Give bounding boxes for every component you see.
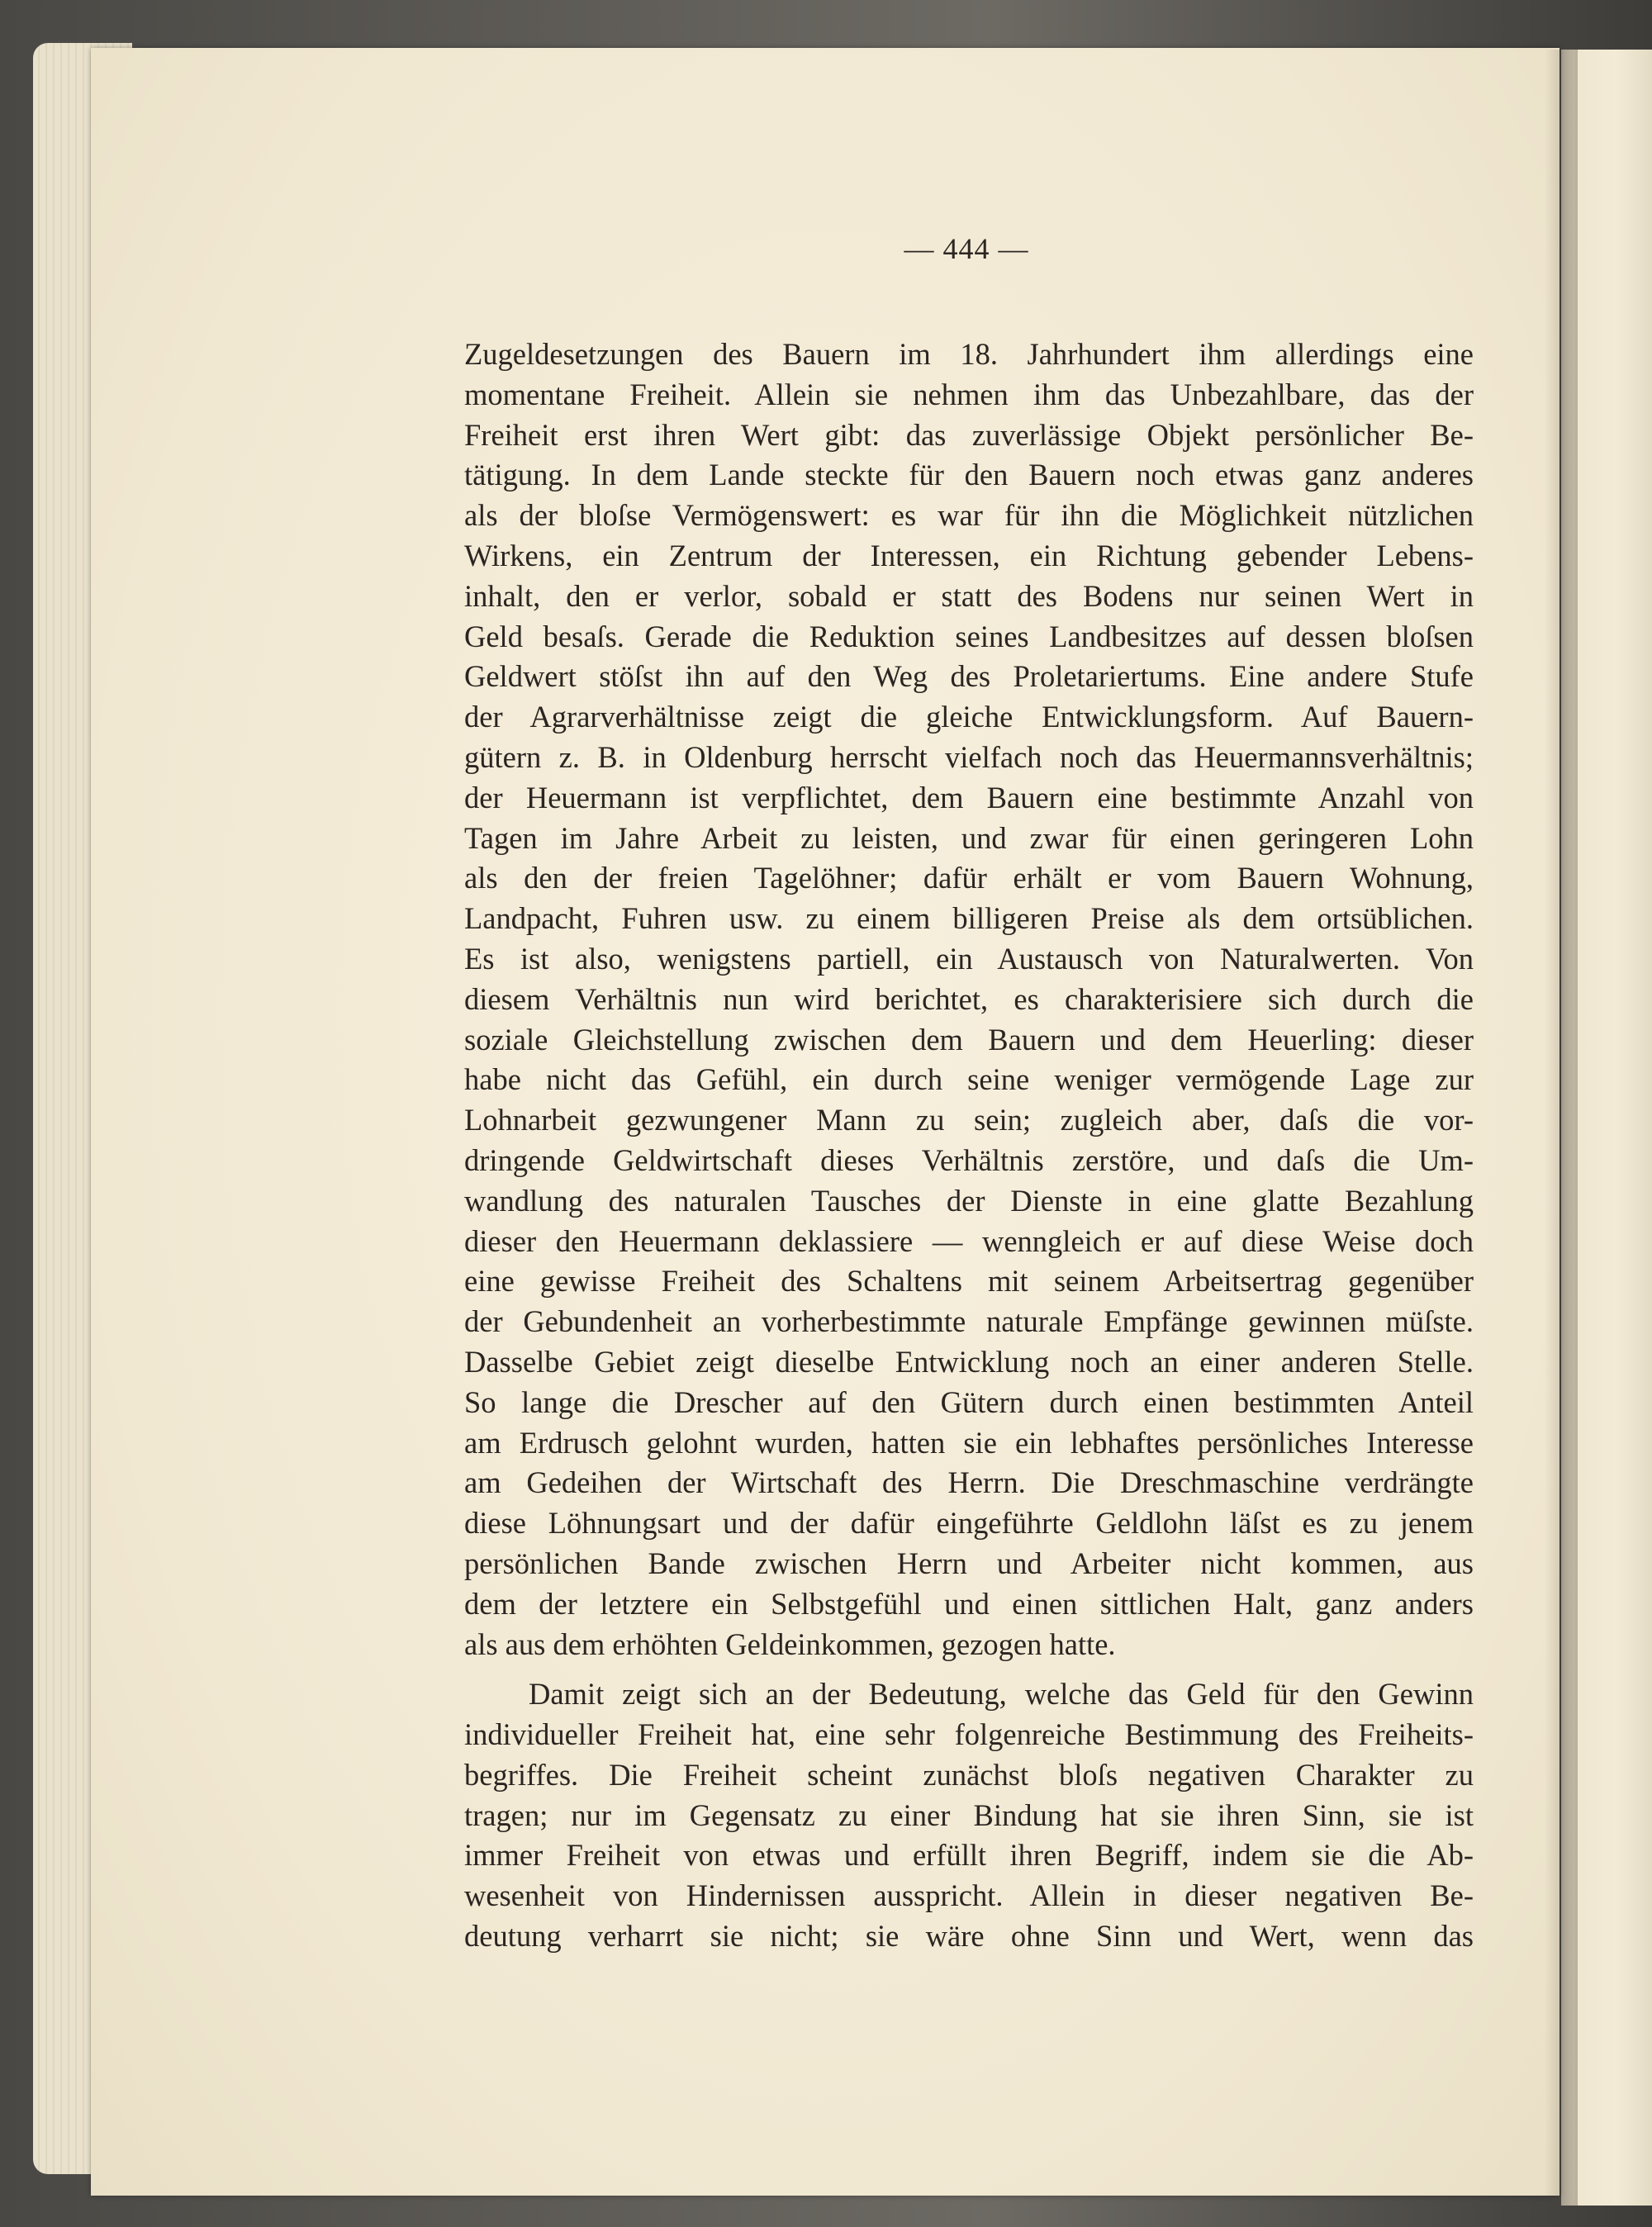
text-line: immer Freiheit von etwas und erfüllt ihren Begriff, indem sie die Ab- bbox=[464, 1838, 1474, 1873]
text-line: Dasselbe Gebiet zeigt dieselbe Entwicklung noch an einer anderen Stelle. bbox=[464, 1344, 1474, 1379]
text-line: eine gewisse Freiheit des Schaltens mit seinem Arbeitsertrag gegenüber bbox=[464, 1264, 1474, 1299]
text-line: Geldwert stöſst ihn auf den Weg des Proletariertums. Eine andere Stufe bbox=[464, 659, 1474, 694]
text-line: Damit zeigt sich an der Bedeutung, welche das Geld für den Gewinn bbox=[529, 1677, 1474, 1712]
text-line: diesem Verhältnis nun wird berichtet, es charakterisiere sich durch die bbox=[464, 981, 1474, 1016]
text-line: persönlichen Bande zwischen Herrn und Arbeiter nicht kommen, aus bbox=[464, 1546, 1474, 1580]
gutter-shadow bbox=[1545, 50, 1578, 2206]
text-line: als den der freien Tagelöhner; dafür erhält er vom Bauern Wohnung, bbox=[464, 861, 1474, 895]
text-line: wandlung des naturalen Tausches der Dienste in eine glatte Bezahlung bbox=[464, 1183, 1474, 1218]
paragraph bbox=[464, 335, 1474, 1664]
text-line: wesenheit von Hindernissen ausspricht. Allein in dieser negativen Be- bbox=[464, 1878, 1474, 1913]
text-line: dieser den Heuermann deklassiere — wenngleich er auf diese Weise doch bbox=[464, 1223, 1474, 1258]
text-line: tätigung. In dem Lande steckte für den Bauern noch etwas ganz anderes bbox=[464, 458, 1474, 492]
text-line: Es ist also, wenigstens partiell, ein Austausch von Naturalwerten. Von bbox=[464, 941, 1474, 976]
text-line: Wirkens, ein Zentrum der Interessen, ein Richtung gebender Lebens- bbox=[464, 538, 1474, 572]
text-line: momentane Freiheit. Allein sie nehmen ihm das Unbezahlbare, das der bbox=[464, 377, 1474, 411]
text-line: gütern z. B. in Oldenburg herrscht vielfach noch das Heuermannsverhältnis; bbox=[464, 739, 1474, 774]
text-line: So lange die Drescher auf den Gütern durch einen bestimmten Anteil bbox=[464, 1384, 1474, 1419]
text-line: am Erdrusch gelohnt wurden, hatten sie ein lebhaftes persönliches Interesse bbox=[464, 1425, 1474, 1460]
text-line: am Gedeihen der Wirtschaft des Herrn. Die Dreschmaschine verdrängte bbox=[464, 1465, 1474, 1500]
text-line: der Agrarverhältnisse zeigt die gleiche Entwicklungsform. Auf Bauern- bbox=[464, 700, 1474, 734]
text-line: Tagen im Jahre Arbeit zu leisten, und zwar für einen geringeren Lohn bbox=[464, 820, 1474, 855]
book-page bbox=[91, 48, 1559, 2196]
text-line: inhalt, den er verlor, sobald er statt des Bodens nur seinen Wert in bbox=[464, 578, 1474, 613]
text-line: dringende Geldwirtschaft dieses Verhältnis zerstöre, und daſs die Um- bbox=[464, 1142, 1474, 1177]
text-line: der Heuermann ist verpflichtet, dem Bauern eine bestimmte Anzahl von bbox=[464, 780, 1474, 814]
text-line: Zugeldesetzungen des Bauern im 18. Jahrhundert ihm allerdings eine bbox=[464, 337, 1474, 371]
text-line: als der bloſse Vermögenswert: es war für ihn die Möglichkeit nützlichen bbox=[464, 498, 1474, 533]
text-line: individueller Freiheit hat, eine sehr folgenreiche Bestimmung des Freiheits- bbox=[464, 1717, 1474, 1752]
text-line: Geld besaſs. Gerade die Reduktion seines Landbesitzes auf dessen bloſsen bbox=[464, 619, 1474, 653]
text-line: begriffes. Die Freiheit scheint zunächst bloſs negativen Charakter zu bbox=[464, 1757, 1474, 1792]
text-line: diese Löhnungsart und der dafür eingeführte Geldlohn läſst es zu jenem bbox=[464, 1506, 1474, 1541]
text-line: Freiheit erst ihren Wert gibt: das zuverlässige Objekt persönlicher Be- bbox=[464, 417, 1474, 452]
text-line: habe nicht das Gefühl, ein durch seine weniger vermögende Lage zur bbox=[464, 1062, 1474, 1097]
text-line: als aus dem erhöhten Geldeinkommen, gezogen hatte. bbox=[464, 1626, 1116, 1661]
text-line: Lohnarbeit gezwungener Mann zu sein; zugleich aber, daſs die vor- bbox=[464, 1103, 1474, 1137]
body-text bbox=[464, 335, 1474, 1957]
page-number: — 444 — bbox=[904, 232, 1029, 265]
text-line: soziale Gleichstellung zwischen dem Bauern und dem Heuerling: dieser bbox=[464, 1022, 1474, 1057]
text-line: deutung verharrt sie nicht; sie wäre ohne Sinn und Wert, wenn das bbox=[464, 1919, 1474, 1954]
text-line: Landpacht, Fuhren usw. zu einem billigeren Preise als dem ortsüblichen. bbox=[464, 901, 1474, 936]
paragraph-gap bbox=[464, 1664, 1474, 1674]
text-line: tragen; nur im Gegensatz zu einer Bindung hat sie ihren Sinn, sie ist bbox=[464, 1797, 1474, 1832]
paragraph bbox=[464, 1674, 1474, 1957]
text-line: dem der letztere ein Selbstgefühl und einen sittlichen Halt, ganz anders bbox=[464, 1586, 1474, 1621]
text-line: der Gebundenheit an vorherbestimmte naturale Empfänge gewinnen müſste. bbox=[464, 1304, 1474, 1339]
